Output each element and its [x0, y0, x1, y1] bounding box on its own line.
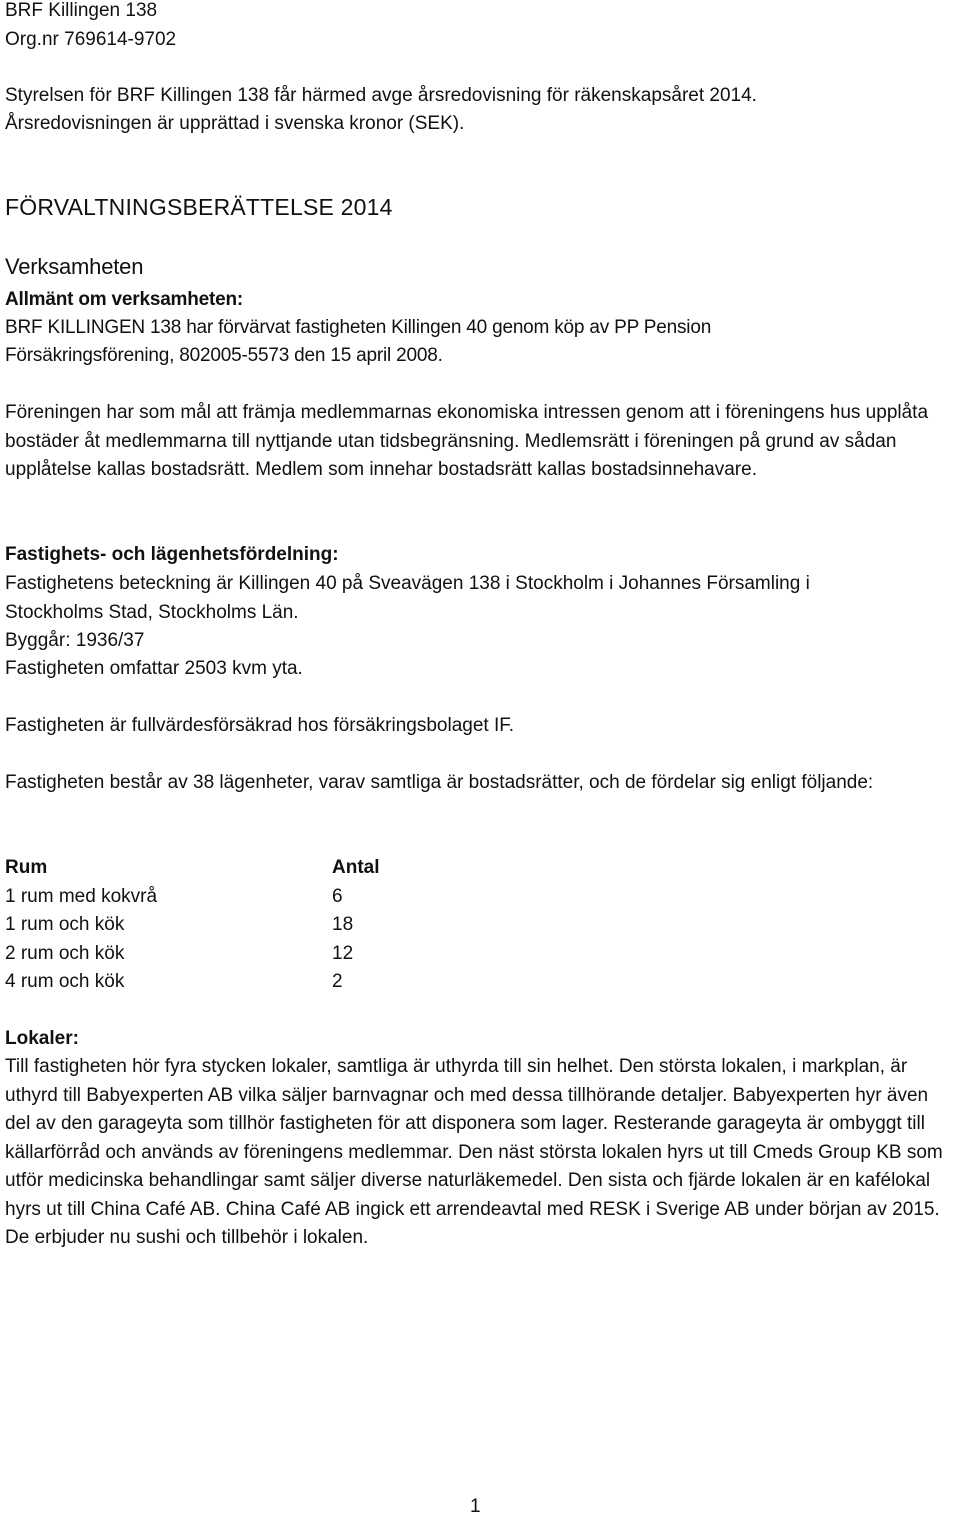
page-number: 1: [470, 1496, 481, 1517]
room-type-cell: 4 rum och kök: [5, 971, 125, 993]
premises-paragraph: Till fastigheten hör fyra stycken lokaler, samtliga är uthyrda till sin helhet. Den största lokalen, i markplan, är uthyrd till Babyexperten AB vilka säljer barnvagnar och med dessa tillhörande detaljer. Babyexperten hyr även del av den garageyta som tillhör fastigheten för att disponera som lager. Resterande garageyta är ombyggt till källarförråd och används av föreningens medlemmar. Den näst största lokalen hyrs ut till Cmeds Group KB som utför medicinska behandlingar samt säljer diverse naturläkemedel. Den sista och fjärde lokalen är en kafélokal hyrs ut till China Café AB. China Café AB ingick ett arrendeavtal med RESK i Sverige AB under början av 2015. De erbjuder nu sushi och tillbehör i lokalen.: [5, 1056, 943, 1248]
property-designation: Fastighetens beteckning är Killingen 40 på Sveavägen 138 i Stockholm i Johannes Församling i Stockholms Stad, Stockholms Län.: [5, 573, 810, 623]
section-title: Verksamheten: [5, 254, 144, 279]
property-area: Fastigheten omfattar 2503 kvm yta.: [5, 658, 303, 679]
intro-line-1: Styrelsen för BRF Killingen 138 får härmed avge årsredovisning för räkenskapsåret 2014.: [5, 85, 757, 106]
built-year: Byggår: 1936/37: [5, 630, 145, 651]
general-text-line-1: BRF KILLINGEN 138 har förvärvat fastigheten Killingen 40 genom köp av PP Pension: [5, 317, 712, 338]
general-heading: Allmänt om verksamheten:: [5, 289, 244, 310]
org-name: BRF Killingen 138: [5, 0, 158, 21]
count-cell: 12: [332, 942, 354, 964]
column-header-room: Rum: [5, 857, 48, 879]
count-cell: 18: [332, 914, 354, 936]
room-type-cell: 2 rum och kök: [5, 942, 125, 964]
premises-heading: Lokaler:: [5, 1028, 79, 1049]
count-cell: 6: [332, 885, 343, 907]
table-row: [5, 968, 380, 997]
count-cell: 2: [332, 971, 343, 993]
apartment-table: [5, 854, 380, 997]
general-text-line-2: Försäkringsförening, 802005-5573 den 15 april 2008.: [5, 345, 443, 366]
org-number: Org.nr 769614-9702: [5, 29, 177, 50]
column-header-count: Antal: [332, 857, 380, 879]
table-header-row: [5, 854, 380, 883]
room-type-cell: 1 rum med kokvrå: [5, 885, 158, 907]
table-row: [5, 911, 380, 940]
intro-line-2: Årsredovisningen är upprättad i svenska kronor (SEK).: [5, 113, 465, 134]
purpose-paragraph: Föreningen har som mål att främja medlemmarnas ekonomiska intressen genom att i föreningens hus upplåta bostäder åt medlemmarna till nyttjande utan tidsbegränsning. Medlemsrätt i föreningen på grund av sådan upplåtelse kallas bostadsrätt. Medlem som innehar bostadsrätt kallas bostadsinnehavare.: [5, 402, 929, 480]
room-type-cell: 1 rum och kök: [5, 914, 125, 936]
report-title: FÖRVALTNINGSBERÄTTELSE 2014: [5, 194, 393, 220]
apartments-intro: Fastigheten består av 38 lägenheter, varav samtliga är bostadsrätter, och de fördelar sig enligt följande:: [5, 772, 874, 793]
property-heading: Fastighets- och lägenhetsfördelning:: [5, 544, 339, 565]
table-row: [5, 883, 380, 912]
table-row: [5, 940, 380, 969]
insurance-text: Fastigheten är fullvärdesförsäkrad hos försäkringsbolaget IF.: [5, 715, 515, 736]
